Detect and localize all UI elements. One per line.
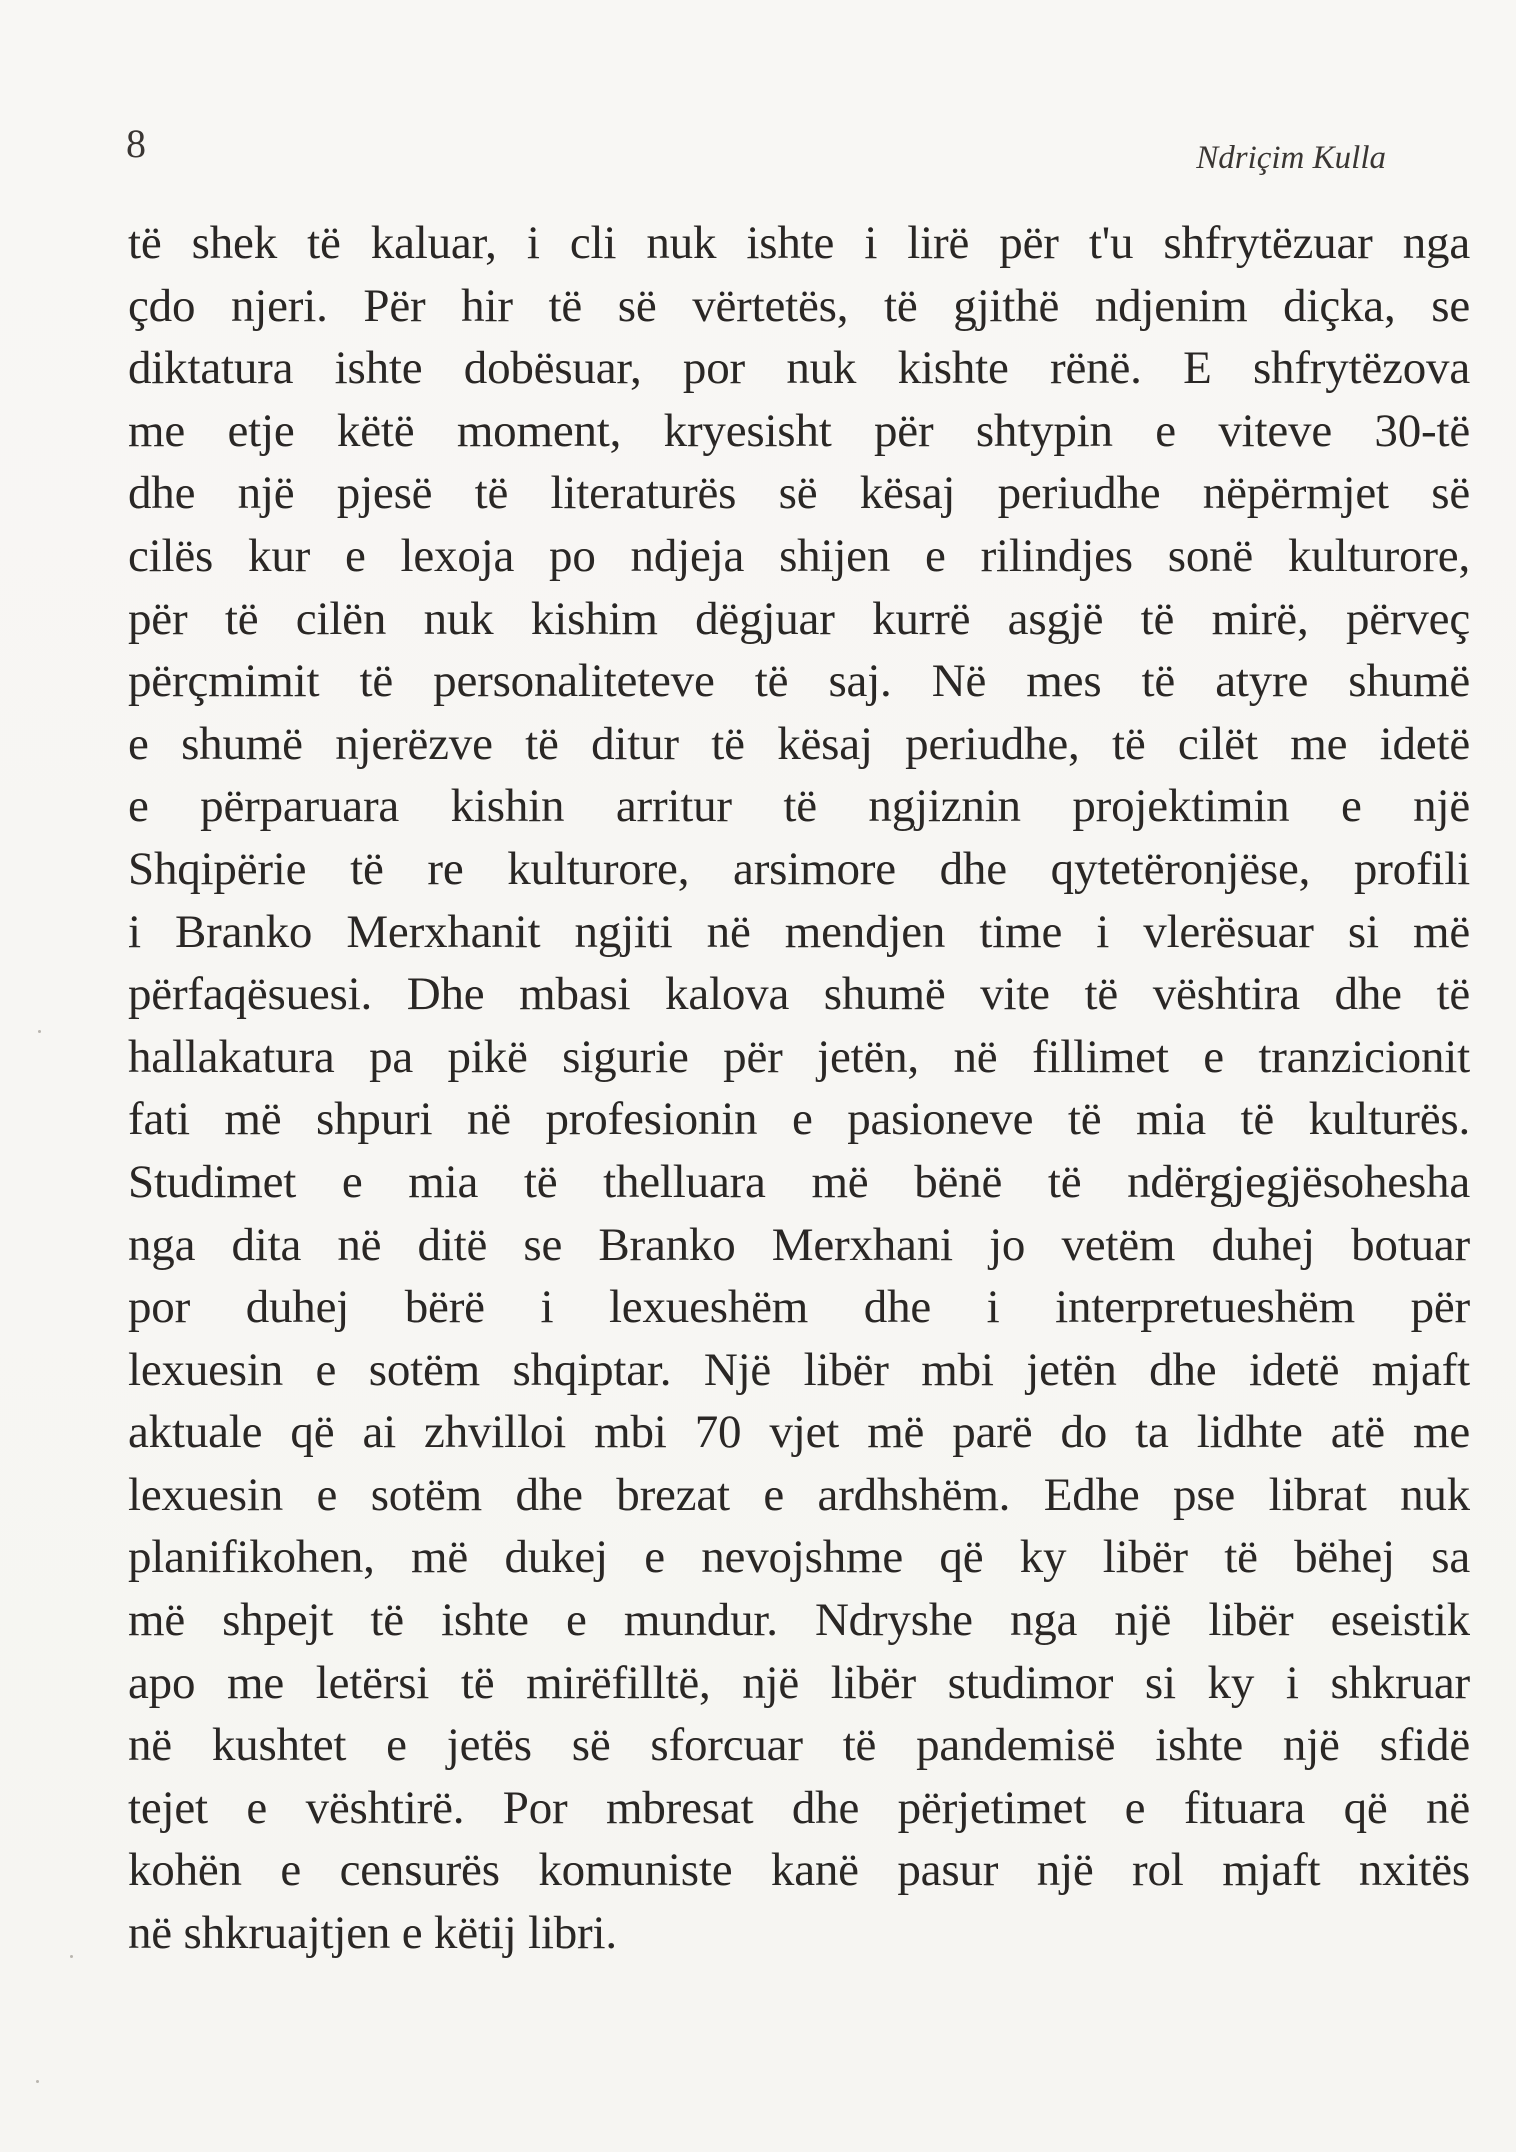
text-line-last: në shkruajtjen e këtij libri. [128, 1907, 617, 1960]
text-line: kohën e censurës komuniste kanë pasur një rol mjaft nxitës [128, 1844, 1470, 1897]
scan-speck [38, 1030, 41, 1033]
text-line: por duhej bërë i lexueshëm dhe i interpretueshëm për [128, 1281, 1470, 1334]
text-line: tejet e vështirë. Por mbresat dhe përjetimet e fituara që në [128, 1781, 1470, 1834]
text-line: përfaqësuesi. Dhe mbasi kalova shumë vite të vështira dhe të [128, 968, 1470, 1021]
scan-speck [70, 1955, 73, 1958]
text-line: lexuesin e sotëm shqiptar. Një libër mbi jetën dhe idetë mjaft [128, 1343, 1470, 1396]
text-line: Shqipërie të re kulturore, arsimore dhe qytetëronjëse, profili [128, 842, 1470, 895]
text-line: dhe një pjesë të literaturës së kësaj periudhe nëpërmjet së [128, 467, 1470, 520]
text-line: për të cilën nuk kishim dëgjuar kurrë asgjë të mirë, përveç [128, 592, 1470, 645]
text-line: cilës kur e lexoja po ndjeja shijen e rilindjes sonë kulturore, [128, 529, 1470, 582]
text-line: më shpejt të ishte e mundur. Ndryshe nga një libër eseistik [128, 1594, 1470, 1647]
text-line: me etje këtë moment, kryesisht për shtypin e viteve 30-të [128, 404, 1470, 457]
text-line: diktatura ishte dobësuar, por nuk kishte rënë. E shfrytëzova [128, 342, 1470, 395]
text-line: çdo njeri. Për hir të së vërtetës, të gjithë ndjenim diçka, se [128, 279, 1470, 332]
text-line: të shek të kaluar, i cli nuk ishte i lirë për t'u shfrytëzuar nga [128, 217, 1470, 269]
text-line: i Branko Merxhanit ngjiti në mendjen time i vlerësuar si më [128, 905, 1470, 958]
text-line: hallakatura pa pikë sigurie për jetën, në fillimet e tranzicionit [128, 1030, 1470, 1083]
text-line: Studimet e mia të thelluara më bënë të ndërgjegjësohesha [128, 1155, 1470, 1208]
text-line: planifikohen, më dukej e nevojshme që ky libër të bëhej sa [128, 1531, 1470, 1584]
scan-speck [36, 2080, 39, 2083]
text-line: e shumë njerëzve të ditur të kësaj periudhe, të cilët me idetë [128, 717, 1470, 770]
text-line: përçmimit të personaliteteve të saj. Në mes të atyre shumë [128, 655, 1470, 708]
running-head-author: Ndriçim Kulla [1196, 140, 1386, 176]
text-line: e përparuara kishin arritur të ngjiznin projektimin e një [128, 780, 1470, 833]
body-paragraph [128, 212, 1470, 1965]
text-line: nga dita në ditë se Branko Merxhani jo vetëm duhej botuar [128, 1218, 1470, 1271]
page-number: 8 [126, 121, 146, 166]
text-line: lexuesin e sotëm dhe brezat e ardhshëm. Edhe pse librat nuk [128, 1468, 1470, 1521]
text-line: në kushtet e jetës së sforcuar të pandemisë ishte një sfidë [128, 1719, 1470, 1772]
text-line: aktuale që ai zhvilloi mbi 70 vjet më parë do ta lidhte atë me [128, 1406, 1470, 1459]
text-line: apo me letërsi të mirëfilltë, një libër studimor si ky i shkruar [128, 1656, 1470, 1709]
text-line: fati më shpuri në profesionin e pasioneve të mia të kulturës. [128, 1093, 1470, 1146]
